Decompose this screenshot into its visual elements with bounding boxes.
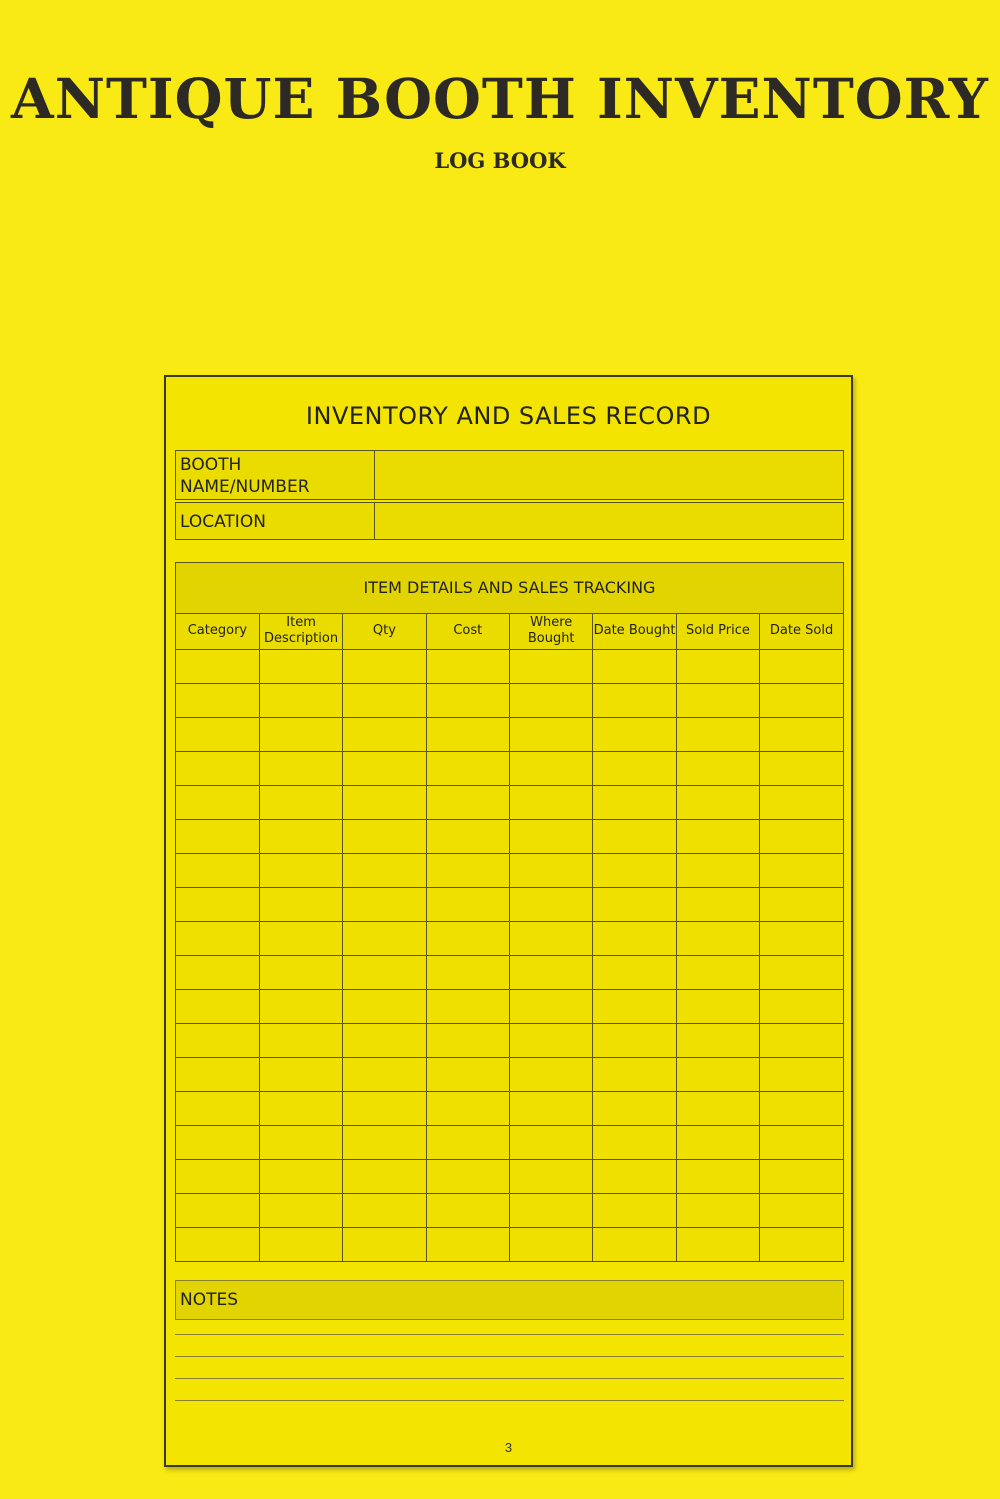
table-cell[interactable]	[676, 785, 759, 819]
record-sheet	[164, 375, 853, 1467]
table-cell[interactable]	[176, 649, 259, 683]
table-cell[interactable]	[176, 717, 259, 751]
table-cell[interactable]	[259, 1193, 342, 1227]
items-table-section	[175, 562, 844, 1262]
table-cell[interactable]	[593, 853, 676, 887]
table-cell[interactable]	[593, 1193, 676, 1227]
column-header: Qty	[343, 614, 426, 649]
table-row	[176, 1057, 843, 1091]
table-cell[interactable]	[676, 1023, 759, 1057]
table-cell[interactable]	[760, 887, 843, 921]
table-cell[interactable]	[760, 853, 843, 887]
table-cell[interactable]	[343, 683, 426, 717]
table-cell[interactable]	[676, 1091, 759, 1125]
table-cell[interactable]	[426, 683, 509, 717]
table-cell[interactable]	[426, 1125, 509, 1159]
table-cell[interactable]	[259, 785, 342, 819]
table-cell[interactable]	[426, 1227, 509, 1261]
table-row	[176, 649, 843, 683]
booth-label: BOOTH NAME/NUMBER	[176, 451, 375, 499]
booth-info-table	[175, 450, 844, 542]
table-cell[interactable]	[593, 1227, 676, 1261]
table-cell[interactable]	[176, 1125, 259, 1159]
table-cell[interactable]	[593, 683, 676, 717]
table-cell[interactable]	[593, 989, 676, 1023]
table-cell[interactable]	[676, 1159, 759, 1193]
table-cell[interactable]	[760, 717, 843, 751]
table-cell[interactable]	[760, 1125, 843, 1159]
table-cell[interactable]	[593, 955, 676, 989]
table-cell[interactable]	[343, 989, 426, 1023]
table-cell[interactable]	[343, 853, 426, 887]
table-cell[interactable]	[259, 819, 342, 853]
table-cell[interactable]	[176, 1227, 259, 1261]
table-cell[interactable]	[593, 649, 676, 683]
table-cell[interactable]	[176, 955, 259, 989]
table-cell[interactable]	[510, 717, 593, 751]
table-cell[interactable]	[259, 1057, 342, 1091]
column-header: Cost	[426, 614, 509, 649]
table-cell[interactable]	[676, 683, 759, 717]
table-cell[interactable]	[343, 887, 426, 921]
table-cell[interactable]	[176, 853, 259, 887]
table-cell[interactable]	[760, 819, 843, 853]
column-header: Where Bought	[510, 614, 593, 649]
table-cell[interactable]	[426, 1091, 509, 1125]
table-row	[176, 853, 843, 887]
table-cell[interactable]	[426, 785, 509, 819]
table-row	[176, 683, 843, 717]
location-label: LOCATION	[176, 503, 375, 539]
table-cell[interactable]	[760, 921, 843, 955]
table-cell[interactable]	[259, 989, 342, 1023]
page-number: 3	[504, 1440, 513, 1455]
table-cell[interactable]	[176, 1057, 259, 1091]
table-cell[interactable]	[510, 887, 593, 921]
note-line	[175, 1356, 844, 1357]
table-cell[interactable]	[259, 649, 342, 683]
table-cell[interactable]	[760, 1091, 843, 1125]
table-cell[interactable]	[176, 751, 259, 785]
location-field[interactable]	[375, 503, 843, 539]
table-row	[176, 921, 843, 955]
note-line	[175, 1378, 844, 1379]
table-cell[interactable]	[176, 683, 259, 717]
table-cell[interactable]	[176, 887, 259, 921]
table-cell[interactable]	[176, 1091, 259, 1125]
table-cell[interactable]	[510, 1159, 593, 1193]
table-cell[interactable]	[426, 853, 509, 887]
table-cell[interactable]	[593, 785, 676, 819]
table-cell[interactable]	[510, 683, 593, 717]
table-cell[interactable]	[343, 1159, 426, 1193]
table-cell[interactable]	[426, 751, 509, 785]
table-cell[interactable]	[676, 1193, 759, 1227]
table-cell[interactable]	[259, 751, 342, 785]
table-row	[176, 751, 843, 785]
table-cell[interactable]	[259, 853, 342, 887]
table-cell[interactable]	[176, 1159, 259, 1193]
table-cell[interactable]	[343, 819, 426, 853]
table-row	[176, 717, 843, 751]
table-cell[interactable]	[343, 955, 426, 989]
table-cell[interactable]	[426, 819, 509, 853]
table-cell[interactable]	[259, 717, 342, 751]
table-cell[interactable]	[593, 1159, 676, 1193]
table-cell[interactable]	[510, 1057, 593, 1091]
table-cell[interactable]	[593, 1057, 676, 1091]
table-cell[interactable]	[676, 649, 759, 683]
table-cell[interactable]	[760, 1159, 843, 1193]
items-header-row	[176, 614, 843, 649]
table-cell[interactable]	[426, 887, 509, 921]
table-cell[interactable]	[760, 1193, 843, 1227]
table-cell[interactable]	[343, 717, 426, 751]
table-cell[interactable]	[176, 921, 259, 955]
table-row	[176, 785, 843, 819]
items-heading: ITEM DETAILS AND SALES TRACKING	[176, 563, 843, 614]
booth-field[interactable]	[375, 451, 843, 499]
table-cell[interactable]	[343, 1091, 426, 1125]
table-cell[interactable]	[676, 751, 759, 785]
table-cell[interactable]	[593, 887, 676, 921]
table-cell[interactable]	[259, 1091, 342, 1125]
table-cell[interactable]	[426, 649, 509, 683]
column-header: Sold Price	[676, 614, 759, 649]
table-cell[interactable]	[760, 1227, 843, 1261]
items-table	[176, 614, 843, 1261]
table-cell[interactable]	[176, 1193, 259, 1227]
table-cell[interactable]	[426, 1057, 509, 1091]
cover-subtitle: LOG BOOK	[434, 148, 566, 173]
table-cell[interactable]	[760, 955, 843, 989]
table-cell[interactable]	[259, 921, 342, 955]
table-cell[interactable]	[760, 649, 843, 683]
table-row	[176, 1125, 843, 1159]
table-cell[interactable]	[343, 1227, 426, 1261]
table-cell[interactable]	[259, 955, 342, 989]
table-cell[interactable]	[343, 649, 426, 683]
table-cell[interactable]	[510, 853, 593, 887]
table-cell[interactable]	[510, 649, 593, 683]
table-row	[176, 1091, 843, 1125]
table-cell[interactable]	[510, 921, 593, 955]
table-cell[interactable]	[593, 1091, 676, 1125]
table-row	[176, 819, 843, 853]
table-cell[interactable]	[176, 785, 259, 819]
table-cell[interactable]	[176, 989, 259, 1023]
sheet-title: INVENTORY AND SALES RECORD	[305, 402, 712, 430]
table-cell[interactable]	[593, 1125, 676, 1159]
table-cell[interactable]	[593, 717, 676, 751]
table-cell[interactable]	[593, 819, 676, 853]
table-row	[176, 1023, 843, 1057]
table-cell[interactable]	[343, 785, 426, 819]
table-cell[interactable]	[676, 921, 759, 955]
table-cell[interactable]	[676, 1125, 759, 1159]
table-cell[interactable]	[760, 989, 843, 1023]
table-cell[interactable]	[676, 887, 759, 921]
table-cell[interactable]	[426, 717, 509, 751]
table-cell[interactable]	[760, 751, 843, 785]
table-cell[interactable]	[259, 1227, 342, 1261]
table-cell[interactable]	[259, 1125, 342, 1159]
table-cell[interactable]	[593, 1023, 676, 1057]
table-cell[interactable]	[426, 1023, 509, 1057]
table-cell[interactable]	[510, 785, 593, 819]
note-line	[175, 1400, 844, 1401]
location-row	[175, 502, 844, 540]
table-row	[176, 1227, 843, 1261]
table-cell[interactable]	[510, 1193, 593, 1227]
notes-label: NOTES	[175, 1280, 844, 1320]
table-cell[interactable]	[760, 785, 843, 819]
table-cell[interactable]	[510, 819, 593, 853]
table-cell[interactable]	[343, 1023, 426, 1057]
table-cell[interactable]	[426, 955, 509, 989]
table-cell[interactable]	[510, 1023, 593, 1057]
table-cell[interactable]	[259, 887, 342, 921]
table-cell[interactable]	[510, 751, 593, 785]
table-cell[interactable]	[343, 1125, 426, 1159]
table-cell[interactable]	[510, 989, 593, 1023]
table-cell[interactable]	[259, 1023, 342, 1057]
table-cell[interactable]	[426, 989, 509, 1023]
items-body	[176, 649, 843, 1261]
table-row	[176, 1193, 843, 1227]
table-cell[interactable]	[676, 819, 759, 853]
column-header: Date Sold	[760, 614, 843, 649]
column-header: Category	[176, 614, 259, 649]
table-cell[interactable]	[676, 853, 759, 887]
notes-lines[interactable]	[175, 1334, 844, 1422]
table-cell[interactable]	[510, 1091, 593, 1125]
note-line	[175, 1334, 844, 1335]
table-cell[interactable]	[176, 1023, 259, 1057]
table-cell[interactable]	[343, 1057, 426, 1091]
table-row	[176, 955, 843, 989]
table-cell[interactable]	[676, 1057, 759, 1091]
table-cell[interactable]	[593, 921, 676, 955]
table-cell[interactable]	[676, 1227, 759, 1261]
table-cell[interactable]	[676, 717, 759, 751]
table-row	[176, 989, 843, 1023]
table-cell[interactable]	[343, 921, 426, 955]
table-cell[interactable]	[510, 1227, 593, 1261]
table-cell[interactable]	[343, 1193, 426, 1227]
cover-title: ANTIQUE BOOTH INVENTORY	[11, 66, 989, 131]
table-cell[interactable]	[426, 921, 509, 955]
booth-row	[175, 450, 844, 500]
table-cell[interactable]	[426, 1159, 509, 1193]
table-cell[interactable]	[510, 955, 593, 989]
table-cell[interactable]	[426, 1193, 509, 1227]
table-row	[176, 1159, 843, 1193]
table-cell[interactable]	[176, 819, 259, 853]
table-cell[interactable]	[259, 1159, 342, 1193]
table-cell[interactable]	[760, 1023, 843, 1057]
column-header: Item Description	[259, 614, 342, 649]
table-cell[interactable]	[760, 683, 843, 717]
table-cell[interactable]	[259, 683, 342, 717]
table-cell[interactable]	[676, 989, 759, 1023]
table-cell[interactable]	[760, 1057, 843, 1091]
table-cell[interactable]	[510, 1125, 593, 1159]
table-cell[interactable]	[593, 751, 676, 785]
column-header: Date Bought	[593, 614, 676, 649]
table-cell[interactable]	[343, 751, 426, 785]
table-cell[interactable]	[676, 955, 759, 989]
table-row	[176, 887, 843, 921]
